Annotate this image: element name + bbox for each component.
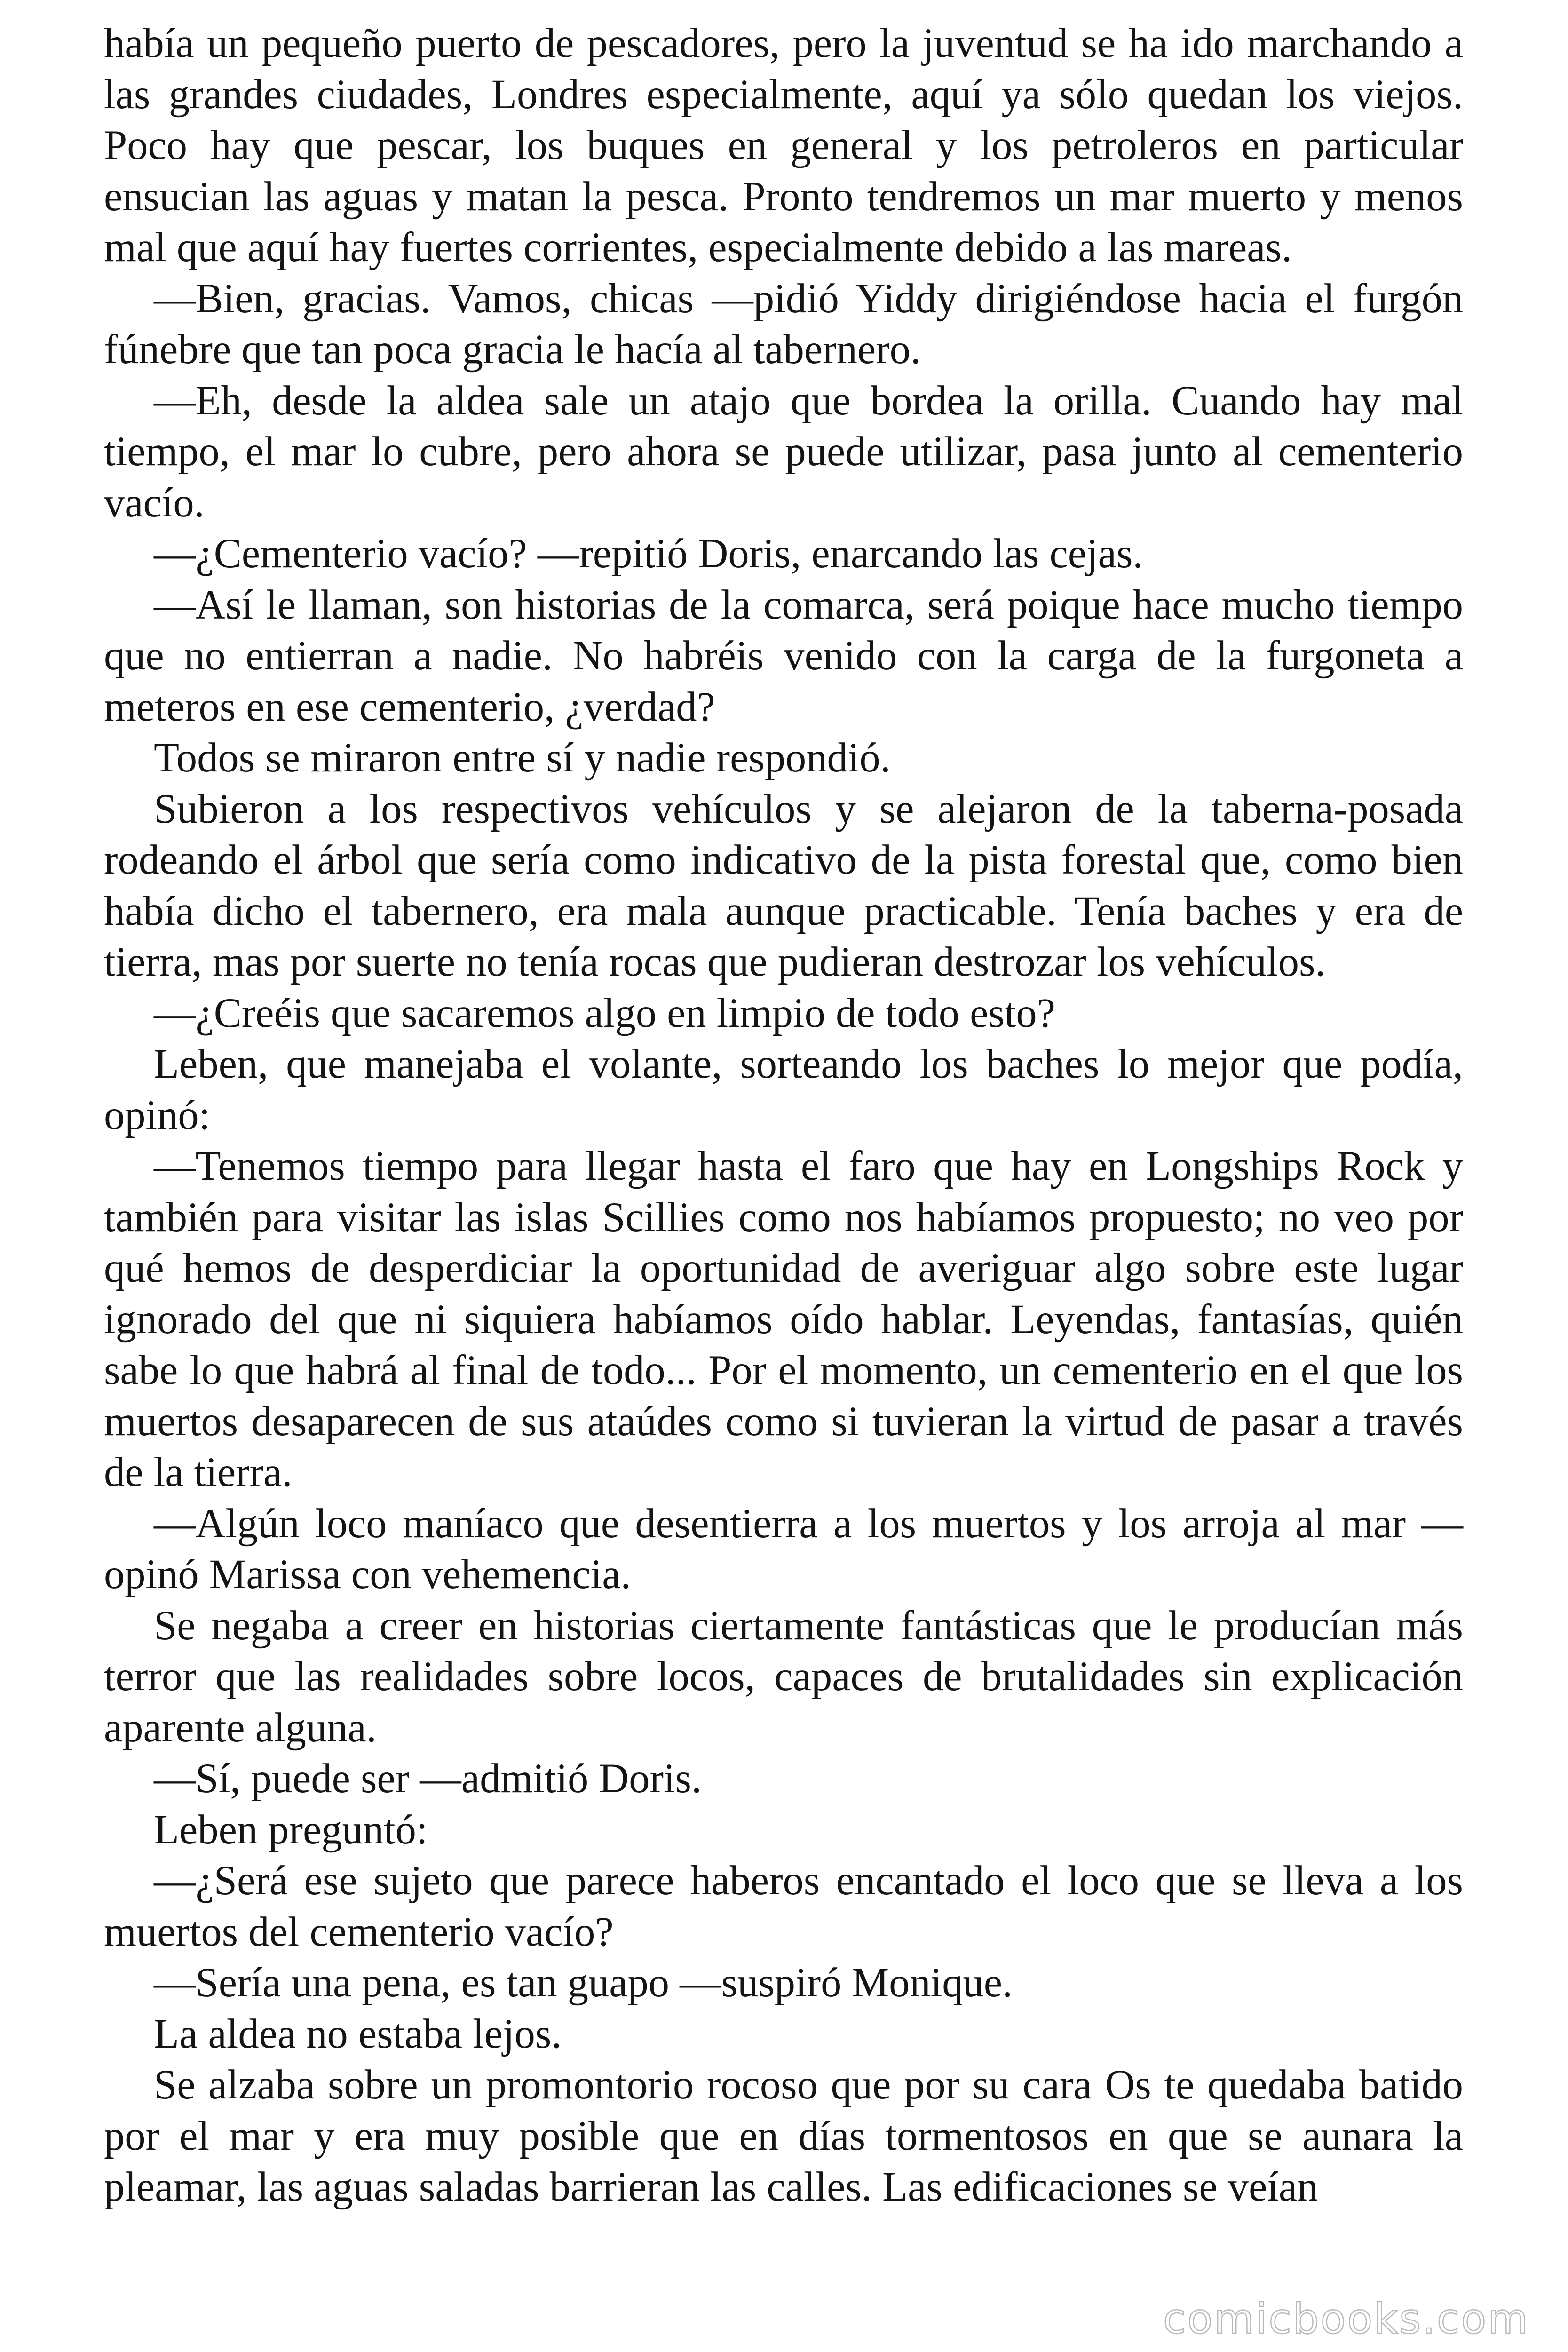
dialogue-paragraph: —Así le llaman, son historias de la comarca, será poique hace mucho tiempo que no entierran a nadie. No habréis venido con la carga de la furgoneta a meteros en ese cementerio, ¿verdad? bbox=[104, 581, 1463, 730]
narrative-paragraph: Leben, que manejaba el volante, sorteando los baches lo mejor que podía, opinó: bbox=[104, 1041, 1463, 1138]
dialogue-paragraph: —¿Será ese sujeto que parece haberos encantado el loco que se lleva a los muertos del cementerio vacío? bbox=[104, 1858, 1463, 1955]
dialogue-paragraph: —Eh, desde la aldea sale un atajo que bordea la orilla. Cuando hay mal tiempo, el mar lo cubre, pero ahora se puede utilizar, pasa junto al cementerio vacío. bbox=[104, 377, 1463, 526]
site-watermark: comicbooks.com bbox=[1163, 2295, 1529, 2343]
narrative-paragraph: Subieron a los respectivos vehículos y se alejaron de la taberna-posada rodeando el árbol que sería como indicativo de la pista forestal que, como bien había dicho el tabernero, era mala aunque practicable. Tenía baches y era de tierra, mas por suerte no tenía rocas que pudieran destrozar los vehículos. bbox=[104, 786, 1463, 985]
dialogue-paragraph: —Algún loco maníaco que desentierra a los muertos y los arroja al mar —opinó Marissa con vehemencia. bbox=[104, 1500, 1463, 1597]
narrative-paragraph: Leben preguntó: bbox=[154, 1806, 428, 1853]
paragraph-continued: había un pequeño puerto de pescadores, pero la juventud se ha ido marchando a las grandes ciudades, Londres especialmente, aquí ya sólo quedan los viejos. Poco hay que pescar, los buques en general y los petroleros en particular ensucian las aguas y matan la pesca. Pronto tendremos un mar muerto y menos mal que aquí hay fuertes corrientes, especialmente debido a las mareas. bbox=[104, 20, 1463, 270]
dialogue-paragraph: —Bien, gracias. Vamos, chicas —pidió Yiddy dirigiéndose hacia el furgón fúnebre que tan poca gracia le hacía al tabernero. bbox=[104, 275, 1463, 373]
dialogue-paragraph: —¿Creéis que sacaremos algo en limpio de todo esto? bbox=[154, 990, 1055, 1036]
dialogue-paragraph: —Sí, puede ser —admitió Doris. bbox=[154, 1756, 702, 1802]
dialogue-paragraph: —Tenemos tiempo para llegar hasta el faro que hay en Longships Rock y también para visitar las islas Scillies como nos habíamos propuesto; no veo por qué hemos de desperdiciar la oportunidad de averiguar algo sobre este lugar ignorado del que ni siquiera habíamos oído hablar. Leyendas, fantasías, quién sabe lo que habrá al final de todo... Por el momento, un cementerio en el que los muertos desaparecen de sus ataúdes como si tuvieran la virtud de pasar a través de la tierra. bbox=[104, 1143, 1463, 1495]
narrative-paragraph: La aldea no estaba lejos. bbox=[154, 2010, 562, 2057]
narrative-paragraph: Se alzaba sobre un promontorio rocoso que por su cara Os te quedaba batido por el mar y era muy posible que en días tormentosos en que se aunara la pleamar, las aguas saladas barrieran las calles. Las edificaciones se veían bbox=[104, 2062, 1463, 2210]
narrative-paragraph: Se negaba a creer en historias ciertamente fantásticas que le producían más terror que las realidades sobre locos, capaces de brutalidades sin explicación aparente alguna. bbox=[104, 1602, 1463, 1751]
dialogue-paragraph: —¿Cementerio vacío? —repitió Doris, enarcando las cejas. bbox=[154, 531, 1143, 577]
narrative-paragraph: Todos se miraron entre sí y nadie respondió. bbox=[154, 735, 891, 781]
dialogue-paragraph: —Sería una pena, es tan guapo —suspiró Monique. bbox=[154, 1960, 1013, 2006]
book-page-text bbox=[104, 18, 1463, 2213]
